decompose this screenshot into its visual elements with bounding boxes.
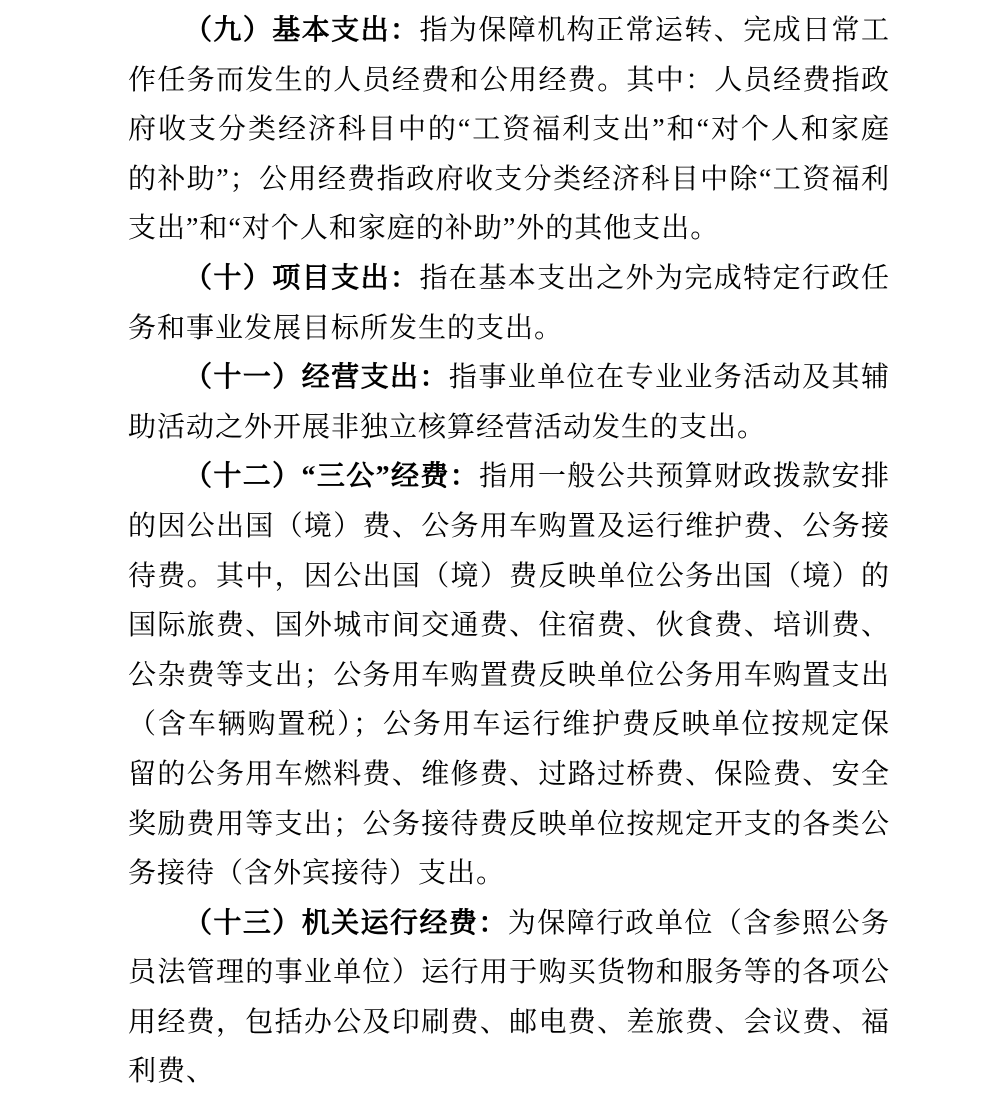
paragraph-9-body: 指为保障机构正常运转、完成日常工作任务而发生的人员经费和公用经费。其中：人员经费指政府收支分类经济科目中的“工资福利支出”和“对个人和家庭的补助”；公用经费指政府收支分类经济科目中除“工资福利支出”和“对个人和家庭的补助”外的其他支出。 — [128, 15, 890, 245]
paragraph-9-basic-expenditure — [128, 6, 890, 254]
paragraph-11-operating-expenditure — [128, 353, 890, 452]
paragraph-13-body: 为保障行政单位（含参照公务员法管理的事业单位）运行用于购买货物和服务等的各项公用经费，包括办公及印刷费、邮电费、差旅费、会议费、福利费、 — [128, 907, 890, 1088]
paragraph-11-heading: （十一）经营支出： — [184, 362, 449, 394]
paragraph-12-three-public-funds — [128, 452, 890, 898]
paragraph-13-heading: （十三）机关运行经费： — [184, 907, 508, 939]
paragraph-12-body: 指用一般公共预算财政拨款安排的因公出国（境）费、公务用车购置及运行维护费、公务接待费。其中，因公出国（境）费反映单位公务出国（境）的国际旅费、国外城市间交通费、住宿费、伙食费、培训费、公杂费等支出；公务用车购置费反映单位公务用车购置支出（含车辆购置税）；公务用车运行维护费反映单位按规定保留的公务用车燃料费、维修费、过路过桥费、保险费、安全奖励费用等支出；公务接待费反映单位按规定开支的各类公务接待（含外宾接待）支出。 — [128, 461, 890, 890]
paragraph-13-agency-operating-funds — [128, 899, 890, 1097]
paragraph-9-heading: （九）基本支出： — [184, 15, 420, 46]
paragraph-11-body: 指事业单位在专业业务活动及其辅助活动之外开展非独立核算经营活动发生的支出。 — [128, 362, 890, 443]
paragraph-10-project-expenditure — [128, 254, 890, 353]
paragraph-10-body: 指在基本支出之外为完成特定行政任务和事业发展目标所发生的支出。 — [128, 262, 890, 344]
paragraph-10-heading: （十）项目支出： — [184, 262, 420, 294]
paragraph-12-heading: （十二）“三公”经费： — [184, 461, 480, 493]
